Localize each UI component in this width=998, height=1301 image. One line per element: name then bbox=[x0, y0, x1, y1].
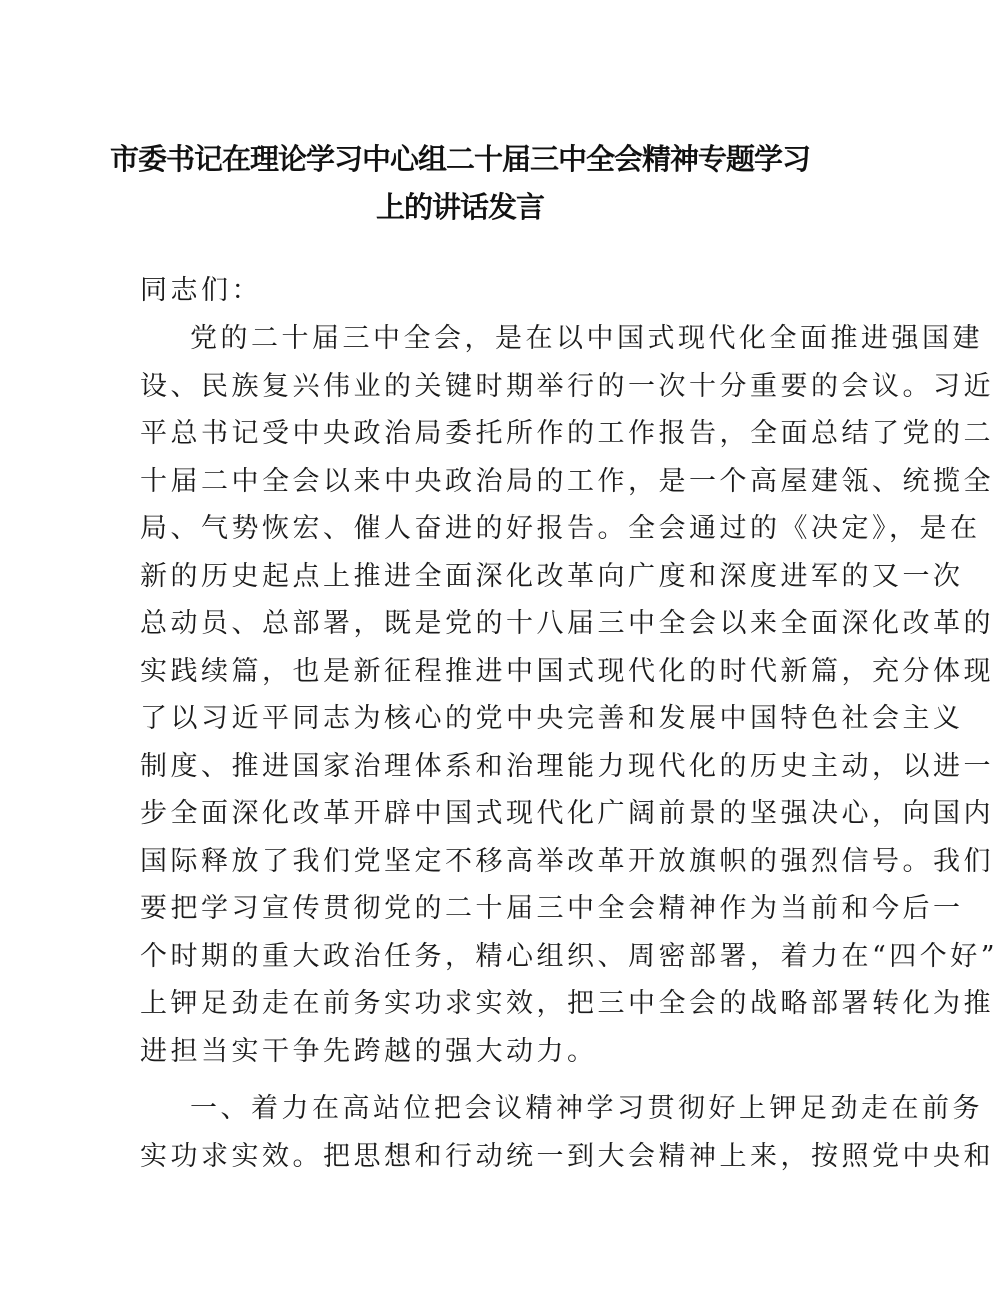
paragraph-line: 上钾足劲走在前务实功求实效，把三中全会的战略部署转化为推 bbox=[140, 988, 994, 1019]
paragraph-line: 新的历史起点上推进全面深化改革向广度和深度进军的又一次 bbox=[140, 561, 964, 592]
paragraph-line: 要把学习宣传贯彻党的二十届三中全会精神作为当前和今后一 bbox=[140, 893, 964, 924]
paragraph-line: 局、气势恢宏、催人奋进的好报告。全会通过的《决定》，是在 bbox=[140, 513, 981, 544]
document-title-line-1: 市委书记在理论学习中心组二十届三中全会精神专题学习 bbox=[109, 142, 810, 176]
paragraph-line: 平总书记受中央政治局委托所作的工作报告，全面总结了党的二 bbox=[140, 418, 994, 449]
document-title-line-2: 上的讲话发言 bbox=[375, 190, 544, 224]
paragraph-line: 实践续篇，也是新征程推进中国式现代化的时代新篇，充分体现 bbox=[140, 656, 994, 687]
paragraph-line: 总动员、总部署，既是党的十八届三中全会以来全面深化改革的 bbox=[140, 608, 994, 639]
paragraph-line: 个时期的重大政治任务，精心组织、周密部署，着力在“四个好” bbox=[140, 941, 998, 972]
paragraph-line: 党的二十届三中全会，是在以中国式现代化全面推进强国建 bbox=[190, 323, 983, 354]
paragraph-line: 设、民族复兴伟业的关键时期举行的一次十分重要的会议。习近 bbox=[140, 371, 994, 402]
paragraph-line: 进担当实干争先跨越的强大动力。 bbox=[140, 1036, 598, 1067]
paragraph-line: 制度、推进国家治理体系和治理能力现代化的历史主动，以进一 bbox=[140, 751, 994, 782]
paragraph-line: 步全面深化改革开辟中国式现代化广阔前景的坚强决心，向国内 bbox=[140, 798, 994, 829]
paragraph-line: 了以习近平同志为核心的党中央完善和发展中国特色社会主义 bbox=[140, 703, 964, 734]
paragraph-line: 一、着力在高站位把会议精神学习贯彻好上钾足劲走在前务 bbox=[190, 1093, 983, 1124]
paragraph-line: 实功求实效。把思想和行动统一到大会精神上来，按照党中央和 bbox=[140, 1141, 994, 1172]
paragraph-line: 十届二中全会以来中央政治局的工作，是一个高屋建瓴、统揽全 bbox=[140, 466, 994, 497]
salutation: 同志们： bbox=[140, 275, 262, 306]
paragraph-line: 国际释放了我们党坚定不移高举改革开放旗帜的强烈信号。我们 bbox=[140, 846, 994, 877]
